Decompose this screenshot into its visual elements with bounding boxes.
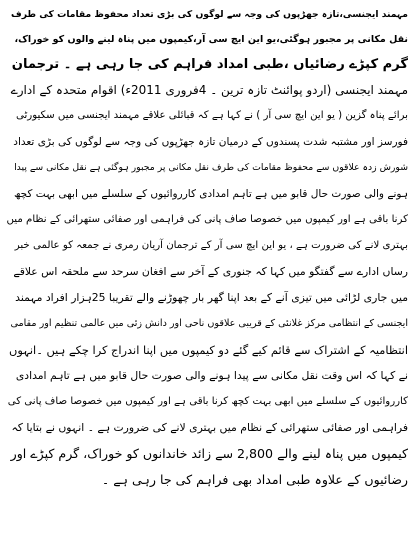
body-line: نے کہا کہ اس وقت نقل مکانی سے پیدا ہونے والی صورت حال قابو میں ہے تاہم امدادی xyxy=(15,369,408,382)
body-line: انتظامیہ کے اشتراک سے قائم کیے گئے دو کیمپوں میں اپنا اندراج کرا چکے ہیں ۔انہوں xyxy=(8,343,408,357)
body-line: بہتری لانے کی ضرورت ہے ، یو این ایچ سی آر کے ترجمان آریان رمری نے جمعہ کو عالمی خبر xyxy=(14,240,408,251)
body-line: رساں ادارے سے گفتگو میں کہا کہ جنوری کے آخر سے افغان سرحد سے ملحقہ اس علاقے xyxy=(13,265,408,278)
article-body xyxy=(6,77,408,493)
body-line: رضائیوں کے علاوہ طبی امداد بھی فراہم کی جا رہی ہے ۔ xyxy=(101,472,408,487)
body-line: مہمند ایجنسی (اردو پوائنٹ تازہ ترین ۔ 4فروری 2011ء) اقوام متحدہ کے ادارے xyxy=(10,83,408,97)
headline-line: مہمند ایجنسی،تازہ جھڑپوں کی وجہ سے لوگوں کی بڑی تعداد محفوظ مقامات کی طرف xyxy=(11,9,408,20)
article-headline xyxy=(6,2,408,77)
body-line: کارروائیوں کے سلسلے میں ابھی بہت کچھ کرنا باقی ہے اور کیمپوں میں خصوصا صاف پانی کی xyxy=(7,396,408,407)
body-line: ہونے والی صورت حال قابو میں ہے تاہم امدادی کارروائیوں کے سلسلے میں ابھی بہت کچھ xyxy=(13,188,408,200)
headline-line: نقل مکانی پر مجبور ہوگئی،یو این ایچ سی آر،کیمپوں میں پناہ لینے والوں کو خوراک، xyxy=(14,34,408,45)
body-line: فراہمی اور صفائی ستھرائی کے نظام میں بہتری لانے کی ضرورت ہے ۔ انہوں نے بتایا کہ xyxy=(11,421,408,434)
body-line: شورش زدہ علاقوں سے محفوظ مقامات کی طرف نقل مکانی پر مجبور ہوگئی ہے نقل مکانی سے پیدا xyxy=(14,162,408,173)
body-line: ایجنسی کے انتظامی مرکز غلانئی کے قریبی علاقوں ناحی اور دانش زئی میں عالمی تنظیم اور مقامی xyxy=(10,318,408,329)
body-line: کیمپوں میں پناہ لینے والے 2,800 سے زائد خاندانوں کو خوراک، گرم کپڑے اور xyxy=(10,446,408,461)
body-line: برائے پناہ گزین ( یو این ایچ سی آر ) نے کہا ہے کہ قبائلی علاقے مہمند ایجنسی میں سکیورٹی xyxy=(15,110,408,121)
body-line: میں جاری لڑائی میں تیزی آنے کے بعد اپنا گھر بار چھوڑنے والے تقریبا 25ہزار افراد مہمند xyxy=(15,291,408,304)
body-line: کرنا باقی ہے اور کیمپوں میں خصوصا صاف پانی کی فراہمی اور صفائی ستھرائی کے نظام میں xyxy=(6,214,408,225)
headline-line: گرم کپڑے رضائیاں ،طبی امداد فراہم کی جا رہی ہے ۔ ترجمان xyxy=(11,57,408,72)
body-line: فورسز اور مشتبہ شدت پسندوں کے درمیان تازہ جھڑپوں کی وجہ سے لوگوں کی بڑی تعداد xyxy=(13,136,408,148)
